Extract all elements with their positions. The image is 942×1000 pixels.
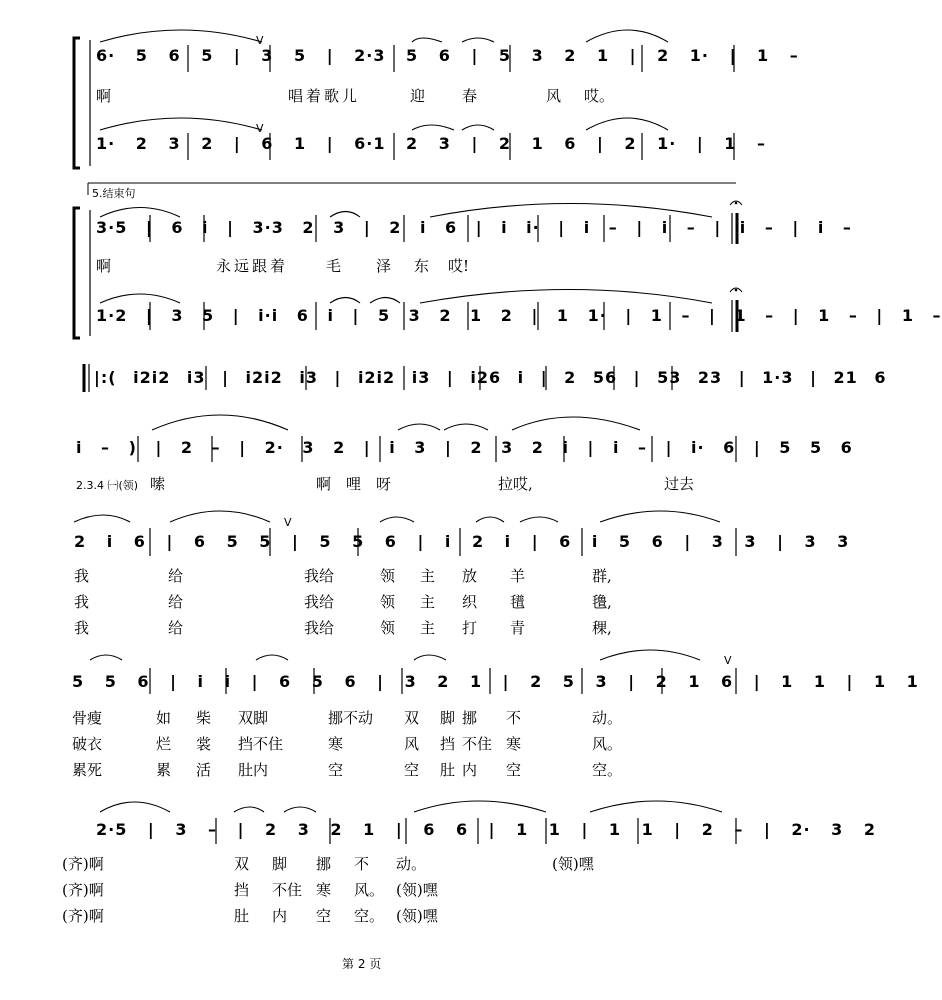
lyric: 主 (420, 619, 436, 637)
lyric: 打 (462, 619, 478, 637)
lyric: 挪 (316, 855, 332, 873)
lyric: 主 (420, 567, 436, 585)
lyric: 动。 (396, 855, 427, 873)
lyric: 我给 (304, 567, 335, 585)
lyric: 不住 (462, 735, 493, 753)
lyric: 如 (156, 709, 172, 727)
lyric: 领 (380, 567, 396, 585)
lyric: 我给 (304, 593, 335, 611)
lyric: 给 (168, 593, 184, 611)
lyric: 风 (546, 87, 562, 105)
lyric: 给 (168, 567, 184, 585)
verse-notes: 5 5 6 | i i | 6 5 6 | 3 2 1 | 2 5 3 | 2 1 6 | 1 1 | 1 1 (72, 672, 919, 691)
lyric: 领 (380, 593, 396, 611)
lyric: 不 (354, 855, 370, 873)
lyric: 主 (420, 593, 436, 611)
lyric: 春 (462, 87, 478, 105)
lyric: (领)嘿 (396, 881, 438, 899)
lyric: 空 (328, 761, 344, 779)
lyric: 挡 (234, 881, 250, 899)
lyric: 哩 (346, 475, 362, 493)
lyric: 我 (74, 593, 90, 611)
lyric: 寒 (506, 735, 522, 753)
lyric: 寒 (328, 735, 344, 753)
lyric: 放 (462, 567, 478, 585)
verse-notes: i – ) | 2 – | 2· 3 2 | i 3 | 2 3 2 i | i – | i· 6 | 5 5 6 (76, 438, 853, 457)
verse-label: 2.3.4 ㈠(领) (76, 479, 139, 492)
lyric: 风。 (592, 735, 623, 753)
lyric: 骨瘦 (72, 709, 103, 727)
voice1-notes: 6· 5 6 5 | 3 5 | 2·3 5 6 | 5 3 2 1 | 2 1· | 1 – (96, 46, 799, 65)
system-brace (74, 38, 80, 168)
lyric: 氆 (510, 593, 526, 611)
lyric: 空。 (592, 761, 623, 779)
lyric: 青 (510, 619, 526, 637)
lyric: 拉哎, (498, 475, 533, 493)
lyric: 寒 (316, 881, 332, 899)
lyric: 风 (404, 735, 420, 753)
lyric: 脚 (272, 855, 288, 873)
lyric: 嗦 (150, 475, 166, 493)
voice2-notes: 1· 2 3 2 | 6 1 | 6·1 2 3 | 2 1 6 | 2 1· | 1 – (96, 134, 766, 153)
lyric: 空 (404, 761, 420, 779)
lyric: 挪不动 (328, 709, 374, 727)
lyric: 累 (156, 761, 172, 779)
svg-text:V: V (284, 516, 292, 529)
lyric: 领 (380, 619, 396, 637)
voice1-notes: 3·5 | 6 i | 3·3 2 3 | 2 i 6 | i i· | i – | i – | i – | i – (96, 218, 852, 237)
lyric: 活 (196, 761, 212, 779)
lyric: 啊 (96, 87, 112, 105)
svg-text:V: V (724, 654, 732, 667)
lyric: 哎。 (584, 87, 615, 105)
lyric: 破衣 (72, 735, 103, 753)
lyric: 迎 (410, 87, 426, 105)
lyric: 内 (272, 907, 288, 925)
verse-notes: 2·5 | 3 – | 2 3 2 1 | 6 6 | 1 1 | 1 1 | 2 – | 2· 3 2 (96, 820, 877, 839)
lyric: 累死 (72, 761, 103, 779)
lyric: (领)嘿 (396, 907, 438, 925)
lyric: 空 (506, 761, 522, 779)
lyric: 肚 (440, 761, 456, 779)
lyric: (领)嘿 (552, 855, 594, 873)
lyric: 哎! (448, 257, 470, 275)
lyric: 过去 (664, 475, 695, 493)
lyric: 双 (234, 855, 250, 873)
lyric: 挡 (440, 735, 456, 753)
lyric: 动。 (592, 709, 623, 727)
lyric: 挪 (462, 709, 478, 727)
lyric: 我 (74, 567, 90, 585)
voice2-notes: 1·2 | 3 5 | i·i 6 i | 5 3 2 1 2 | 1 1· | 1 – | 1 – | 1 – | 1 – (96, 306, 942, 325)
lyric: 风。 (354, 881, 385, 899)
lyric: 唱着歌儿 (288, 87, 361, 105)
lyric: 给 (168, 619, 184, 637)
lyric: 柴 (196, 709, 212, 727)
lyric: 啊 (96, 257, 112, 275)
intro-notes: |:( i2i2 i3 | i2i2 i3 | i2i2 i3 | i26 i | 2 56 | 53 23 | 1·3 | 21 6 (94, 368, 887, 387)
lyric: 双 (404, 709, 420, 727)
lyric: 东 (414, 257, 430, 275)
page-number: 第 2 页 (342, 957, 382, 971)
lyric: 群, (592, 567, 612, 585)
section-label: 5.结束句 (92, 187, 136, 200)
lyric: 不 (506, 709, 522, 727)
lyric: 稞, (592, 619, 612, 637)
lyric: 我给 (304, 619, 335, 637)
lyric: 裳 (196, 735, 212, 753)
lyric: 烂 (156, 735, 172, 753)
svg-text:V: V (256, 122, 264, 135)
lyric: 脚 (440, 709, 456, 727)
lyric: 空 (316, 907, 332, 925)
lyric: 我 (74, 619, 90, 637)
lyric: 双脚 (238, 709, 269, 727)
lyric: 毛 (326, 257, 342, 275)
lyric: 永远跟着 (216, 257, 289, 275)
lyric: 呀 (376, 475, 392, 493)
lyric: 内 (462, 761, 478, 779)
lyric: 挡不住 (238, 735, 284, 753)
lyric: 肚内 (238, 761, 269, 779)
verse-notes: 2 i 6 | 6 5 5 | 5 5 6 | i 2 i | 6 i 5 6 | 3 3 | 3 3 (74, 532, 850, 551)
lyric: 羊 (510, 567, 526, 585)
lyric: 氇, (592, 593, 612, 611)
lyric: 啊 (316, 475, 332, 493)
svg-text:V: V (256, 34, 264, 47)
lyric: (齐)啊 (62, 855, 104, 873)
system-brace (74, 208, 80, 338)
lyric: (齐)啊 (62, 881, 104, 899)
lyric: 不住 (272, 881, 303, 899)
lyric: 泽 (376, 257, 392, 275)
lyric: 织 (462, 593, 478, 611)
lyric: 肚 (234, 907, 250, 925)
lyric: 空。 (354, 907, 385, 925)
lyric: (齐)啊 (62, 907, 104, 925)
